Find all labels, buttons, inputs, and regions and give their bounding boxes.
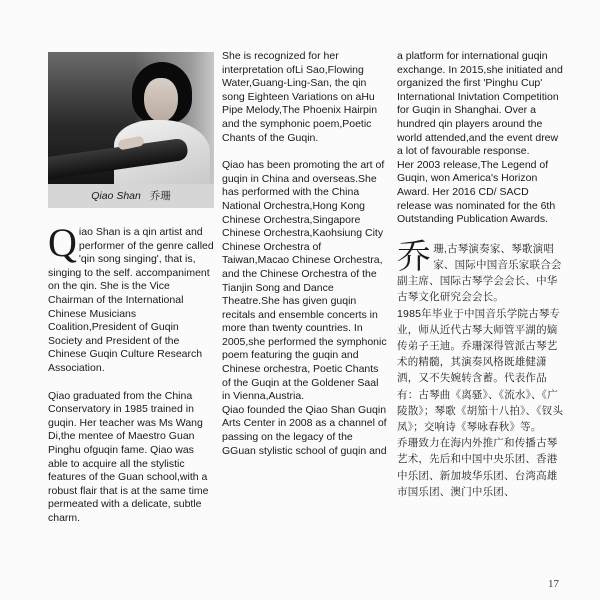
column-2-text xyxy=(222,50,388,458)
arts-center-paragraph: Qiao founded the Qiao Shan Guqin Arts Center in 2008 as a channel of passing on the legacy of the GGuan stylistic school of guqin and xyxy=(222,403,387,457)
performance-paragraph: Qiao has been promoting the art of guqin in China and overseas.She has performed with the China National Orchestra,Hong Kong Chinese Orchestra,Singapore Chinese Orchestra,Kaohsiung City Chinese Orchestra of Taiwan,Macao Chinese Orchestra, and the Chinese Orchestra of the Tianjin Song and Dance Theatre.She has given guqin recitals and ensemble concerts in more than twenty countries. In 2005,she performed the symphonic poem featuring the guqin and Chinese orchestra, Poetic Chants of the Guqin at the Goldener Saal in Vienna,Austria. xyxy=(222,159,387,403)
photo-caption xyxy=(48,184,214,208)
column-1-text xyxy=(48,220,214,525)
caption-name-en: Qiao Shan xyxy=(91,190,141,202)
chinese-bio xyxy=(397,236,565,500)
chinese-paragraph-3: 乔珊致力在海内外推广和传播古琴艺术，先后和中国中央乐团、香港中乐团、新加坡华乐团、台湾高雄市国乐团、澳门中乐团、 xyxy=(397,437,558,498)
column-3-text xyxy=(397,50,565,500)
dropcap-q: Q xyxy=(48,220,77,265)
dropcap-qiao: 乔 xyxy=(397,236,432,277)
competition-paragraph: a platform for international guqin exchange. In 2015,she initiated and organized the first 'Pinghu Cup' International Inivtation Competition for Guqin in Shanghai. Over a hundred qin players around the world attended,and the event drew a lot of favourable response. xyxy=(397,50,563,158)
caption-name-zh: 乔珊 xyxy=(149,190,171,202)
bio-paragraph-2: Qiao graduated from the China Conservatory in 1985 trained in guqin. Her teacher was Ms Wang Di,the mentee of Maestro Guan Pinghu ofguqin fame. Qiao was able to acquire all the stylistic features of the Guan school,with a robust flair that is at the same time permeated with a delicate, subtle charm. xyxy=(48,389,209,524)
chinese-paragraph-2: 1985年毕业于中国音乐学院古琴专业，师从近代古琴大师管平湖的嫡传弟子王迪。乔珊深得管派古琴艺术的精髓，其演奏风格既雄健潇洒，又不失婉转含蓄。代表作品有：古琴曲《离骚》、《流水》、《广陵散》；琴歌《胡笳十八拍》、《钗头凤》；交响诗《琴咏春秋》等。 xyxy=(397,307,564,433)
page-number: 17 xyxy=(548,578,559,590)
chinese-paragraph-1-text: 珊,古琴演奏家、琴歌演唱家、国际中国音乐家联合会副主席、国际古琴学会会长、中华古琴文化研究会会长。 xyxy=(397,242,562,304)
bio-paragraph-1 xyxy=(48,220,214,376)
chinese-paragraph-1 xyxy=(397,236,565,306)
portrait-photo xyxy=(48,52,214,184)
awards-paragraph: Her 2003 release,The Legend of Guqin, won America's Horizon Award. Her 2016 CD/ SACD release was nominated for the 6th Outstanding Publication Awards. xyxy=(397,158,556,226)
repertoire-paragraph: She is recognized for her interpretation ofLi Sao,Flowing Water,Guang-Ling-San, the qin song Eighteen Variations on aHu Pipe Melody,The Phoenix Hairpin and the symphonic poem,Poetic Chants of the Guqin. xyxy=(222,50,378,144)
bio-paragraph-1-text: iao Shan is a qin artist and performer of the genre called 'qin song singing', that is, singing to the self. accompaniment on the qin. She is the Vice Chairman of the International Chinese Musicians Coalition,President of Guqin Society and President of the Chinese Guqin Culture Research Association. xyxy=(48,226,214,374)
